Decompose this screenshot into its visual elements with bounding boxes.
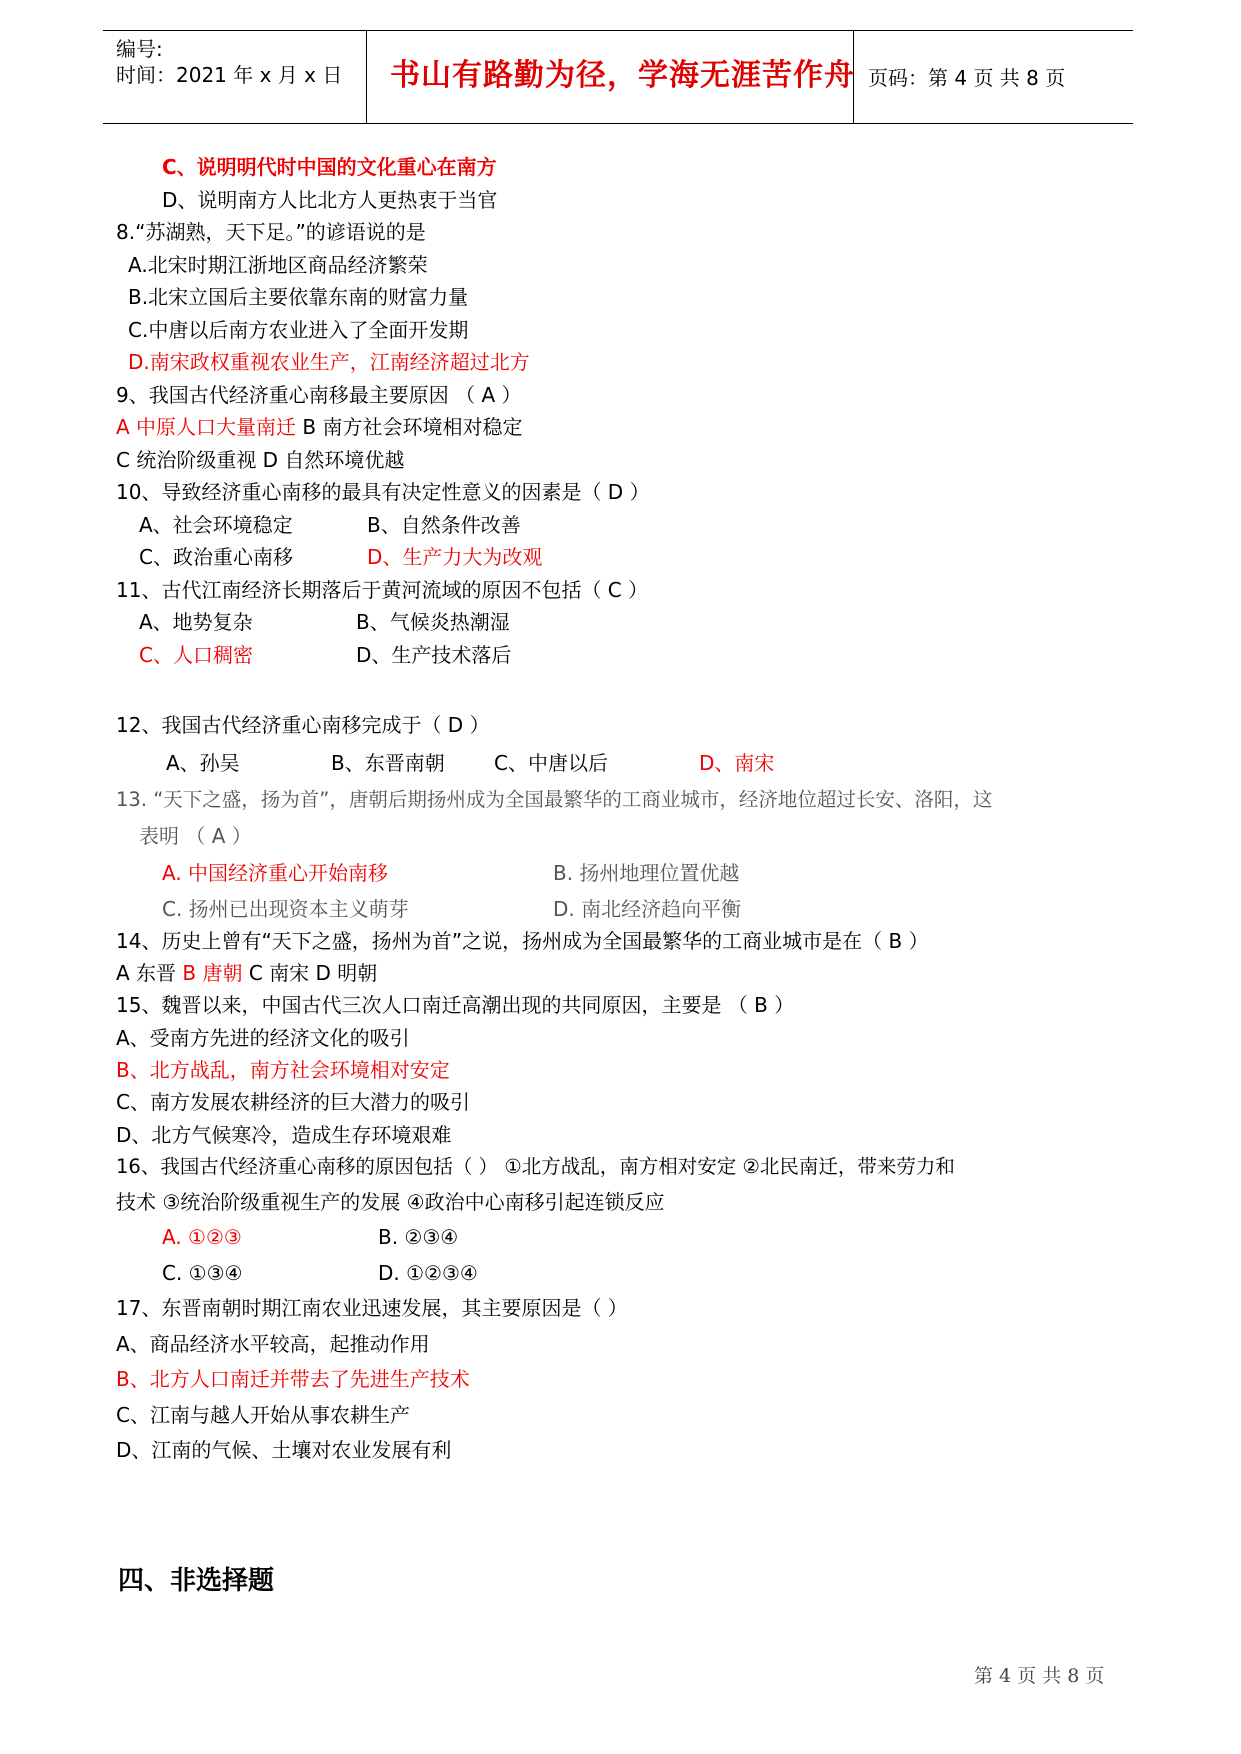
header-top-rule (103, 30, 1133, 31)
header-motto: 书山有路勤为径，学海无涯苦作舟 (390, 58, 855, 93)
q15-option-d: D、北方气候寒冷，造成生存环境艰难 (116, 1123, 452, 1147)
header-divider-left (366, 30, 367, 124)
q9-options-cd: C 统治阶级重视 D 自然环境优越 (116, 448, 405, 472)
q14-stem: 14、历史上曾有“天下之盛，扬州为首”之说，扬州成为全国最繁华的工商业城市是在（ B ） (116, 929, 929, 953)
q9-stem: 9、我国古代经济重心南移最主要原因 （ A ） (116, 383, 522, 407)
q11-stem: 11、古代江南经济长期落后于黄河流域的原因不包括（ C ） (116, 578, 649, 602)
q16-option-d: D. ①②③④ (378, 1261, 478, 1285)
time-label: 时间：2021 年 x 月 x 日 (116, 63, 343, 87)
q10-stem: 10、导致经济重心南移的最具有决定性意义的因素是（ D ） (116, 480, 650, 504)
q16-stem-continued: 技术 ③统治阶级重视生产的发展 ④政治中心南移引起连锁反应 (116, 1190, 665, 1214)
q12-stem: 12、我国古代经济重心南移完成于（ D ） (116, 713, 490, 737)
q10-option-a: A、社会环境稳定 (139, 513, 293, 537)
q13-option-b: B. 扬州地理位置优越 (553, 861, 740, 885)
q14-option-a: A 东晋 (116, 961, 183, 985)
q10-option-c: C、政治重心南移 (139, 545, 293, 569)
q15-stem: 15、魏晋以来，中国古代三次人口南迁高潮出现的共同原因，主要是 （ B ） (116, 993, 795, 1017)
q17-option-a: A、商品经济水平较高，起推动作用 (116, 1332, 430, 1356)
q17-stem: 17、东晋南朝时期江南农业迅速发展，其主要原因是（ ） (116, 1296, 628, 1320)
q9-options-ab (116, 413, 522, 441)
q13-stem-continued: 表明 （ A ） (139, 824, 252, 848)
q9-option-a: A 中原人口大量南迁 (116, 415, 297, 439)
q16-option-c: C. ①③④ (162, 1261, 243, 1285)
q12-option-b: B、东晋南朝 (331, 751, 445, 775)
q12-option-d: D、南宋 (699, 751, 775, 775)
q12-option-c: C、中唐以后 (494, 751, 608, 775)
q8-option-b: B.北宋立国后主要依靠东南的财富力量 (128, 285, 469, 309)
page-number-label: 页码：第 4 页 共 8 页 (868, 66, 1066, 90)
q14-options (116, 959, 377, 987)
q13-stem: 13. “天下之盛，扬为首”，唐朝后期扬州成为全国最繁华的工商业城市，经济地位超过长安、洛阳，这 (116, 788, 993, 811)
q15-option-a: A、受南方先进的经济文化的吸引 (116, 1026, 410, 1050)
q11-option-d: D、生产技术落后 (356, 643, 512, 667)
section-title: 四、非选择题 (118, 1566, 275, 1596)
q11-option-a: A、地势复杂 (139, 610, 253, 634)
q13-option-a: A. 中国经济重心开始南移 (162, 861, 389, 885)
q16-option-a: A. ①②③ (162, 1225, 242, 1249)
q8-option-c: C.中唐以后南方农业进入了全面开发期 (128, 318, 469, 342)
q8-option-a: A.北宋时期江浙地区商品经济繁荣 (128, 253, 428, 277)
page-footer: 第 4 页 共 8 页 (974, 1665, 1105, 1687)
q14-option-b: B 唐朝 (182, 961, 243, 985)
header-bottom-rule (103, 123, 1133, 124)
q12-option-a: A、孙吴 (166, 751, 240, 775)
serial-label: 编号: (116, 37, 163, 61)
q13-option-c: C. 扬州已出现资本主义萌芽 (162, 897, 409, 921)
q7-option-d: D、说明南方人比北方人更热衷于当官 (162, 188, 498, 212)
q10-option-d: D、生产力大为改观 (367, 545, 543, 569)
q10-option-b: B、自然条件改善 (367, 513, 521, 537)
q9-option-b: B 南方社会环境相对稳定 (296, 415, 523, 439)
q7-option-c: C、说明明代时中国的文化重心在南方 (162, 155, 497, 179)
q17-option-b: B、北方人口南迁并带去了先进生产技术 (116, 1367, 470, 1391)
q17-option-d: D、江南的气候、土壤对农业发展有利 (116, 1438, 452, 1462)
q14-options-cd: C 南宋 D 明朝 (242, 961, 378, 985)
q8-option-d: D.南宋政权重视农业生产，江南经济超过北方 (128, 350, 530, 374)
q8-stem: 8.“苏湖熟，天下足。”的谚语说的是 (116, 220, 426, 244)
q16-option-b: B. ②③④ (378, 1225, 459, 1249)
q17-option-c: C、江南与越人开始从事农耕生产 (116, 1403, 410, 1427)
q15-option-b: B、北方战乱，南方社会环境相对安定 (116, 1058, 450, 1082)
q11-option-b: B、气候炎热潮湿 (356, 610, 510, 634)
q13-option-d: D. 南北经济趋向平衡 (553, 897, 742, 921)
q11-option-c: C、人口稠密 (139, 643, 253, 667)
q16-stem: 16、我国古代经济重心南移的原因包括（ ） ①北方战乱，南方相对安定 ②北民南迁，带来劳力和 (116, 1155, 955, 1178)
q15-option-c: C、南方发展农耕经济的巨大潜力的吸引 (116, 1090, 470, 1114)
